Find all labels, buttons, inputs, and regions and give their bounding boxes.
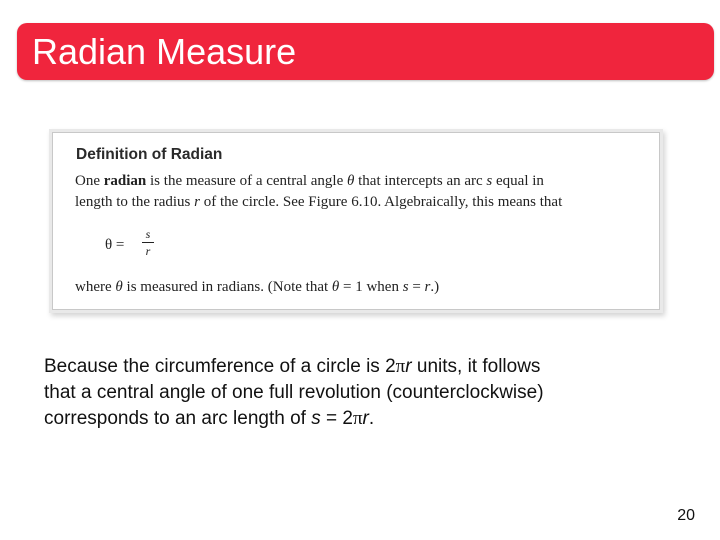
- text-segment: = 1 when: [339, 279, 403, 295]
- text-segment: .: [368, 408, 375, 429]
- text-segment: length to the radius: [75, 194, 195, 210]
- text-segment: is the measure of a central angle: [146, 173, 348, 189]
- definition-box: [52, 132, 660, 310]
- text-segment: .): [430, 279, 440, 295]
- text-segment: is measured in radians. (Note that: [122, 279, 332, 295]
- symbol-theta: θ: [347, 173, 355, 189]
- formula-numerator: s: [145, 227, 151, 241]
- symbol-pi: π: [395, 356, 406, 377]
- body-line-2: that a central angle of one full revolution (counterclockwise): [44, 382, 544, 403]
- symbol-s: s: [402, 279, 409, 295]
- definition-line-2: [75, 194, 562, 211]
- symbol-r: r: [405, 356, 412, 377]
- symbol-pi: π: [352, 408, 363, 429]
- fraction-bar: [142, 242, 154, 243]
- formula-denominator: r: [145, 244, 151, 258]
- text-segment: One: [75, 173, 104, 189]
- text-segment: Because the circumference of a circle is 2: [44, 356, 396, 377]
- symbol-s: s: [311, 408, 321, 429]
- text-segment: that intercepts an arc: [354, 173, 487, 189]
- symbol-r: r: [194, 194, 200, 210]
- symbol-theta: θ: [115, 279, 123, 295]
- text-segment: = 2: [320, 408, 353, 429]
- body-paragraph: [44, 354, 704, 432]
- text-segment: units, it follows: [411, 356, 541, 377]
- formula-lhs: θ =: [105, 237, 125, 253]
- slide-title: Radian Measure: [32, 31, 297, 72]
- definition-line-1: [75, 173, 544, 190]
- text-segment: where: [75, 279, 116, 295]
- symbol-r: r: [362, 408, 369, 429]
- text-segment: of the circle. See Figure 6.10. Algebraically, this means that: [200, 194, 563, 210]
- formula-fraction: [142, 227, 154, 258]
- text-segment: equal in: [492, 173, 544, 189]
- definition-line-4: [75, 279, 439, 296]
- text-segment: corresponds to an arc length of: [44, 408, 312, 429]
- definition-heading: Definition of Radian: [76, 146, 223, 163]
- page-number: 20: [677, 507, 695, 524]
- symbol-s: s: [486, 173, 493, 189]
- symbol-theta: θ: [331, 279, 340, 295]
- body-line-1: [44, 354, 704, 380]
- symbol-r: r: [424, 279, 431, 295]
- term-radian: radian: [103, 173, 147, 189]
- body-line-3: [44, 406, 704, 432]
- title-bar: [17, 23, 714, 80]
- text-segment: =: [408, 279, 425, 295]
